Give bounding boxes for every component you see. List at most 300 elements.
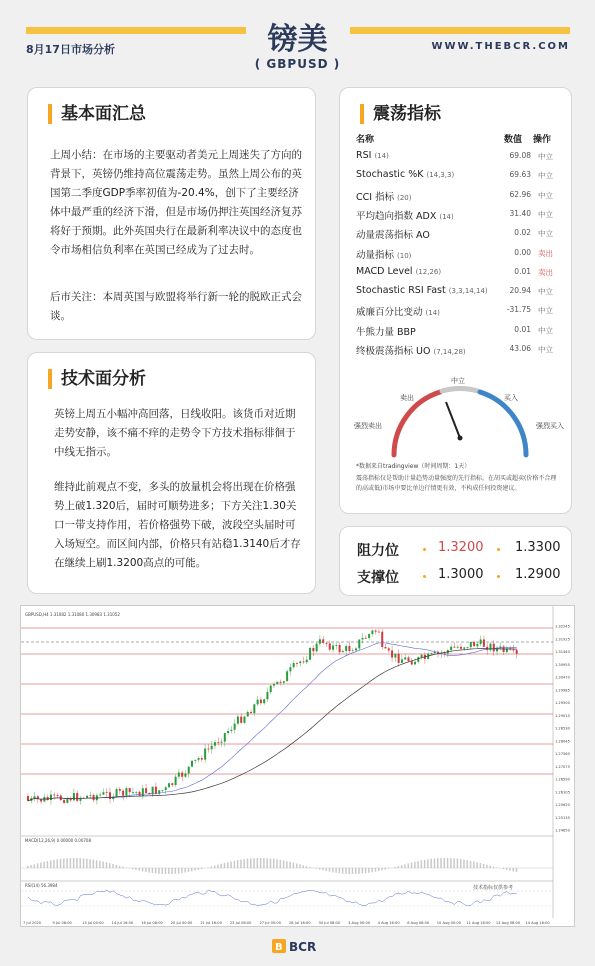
support-label: 支撑位 (357, 570, 399, 586)
macd-bar (385, 868, 387, 870)
candle-body (93, 795, 95, 800)
candle-body (221, 742, 223, 743)
candle-body (457, 647, 459, 648)
candle-body (473, 642, 475, 646)
time-tick-label: 14 Aug 16:00 (525, 921, 550, 925)
indicator-row (356, 150, 556, 168)
indicator-name: Stochastic RSI Fast (3,3,14,14) (356, 285, 488, 297)
price-tick-label: 1.24650 (555, 828, 570, 833)
candle-body (253, 704, 255, 713)
rsi-pane (21, 890, 553, 906)
macd-bar (237, 860, 239, 868)
macd-bar (234, 861, 236, 868)
indicator-name: 牛熊力量 BBP (356, 326, 416, 338)
candle-body (339, 645, 341, 652)
resistance-level-1: 1.3200 (438, 540, 484, 555)
macd-bar (106, 862, 108, 868)
macd-bar (112, 864, 114, 868)
macd-bar (489, 866, 491, 868)
time-tick-label: 14 Jul 16:00 (111, 921, 134, 925)
indicator-value: 0.01 (514, 266, 531, 276)
candle-body (116, 789, 118, 796)
macd-bar (57, 859, 59, 868)
gauge-label-buy: 买入 (504, 394, 518, 402)
indicator-value: 69.63 (509, 170, 531, 180)
candle-body (293, 663, 295, 667)
candle-body (158, 790, 160, 794)
candle-body (63, 800, 65, 803)
time-tick-label: 4 Aug 16:00 (377, 921, 400, 925)
macd-bar (306, 866, 308, 868)
candle-body (47, 797, 49, 800)
macd-bar (224, 863, 226, 868)
candle-body (276, 682, 278, 684)
macd-bar (348, 868, 350, 874)
candle-body (266, 692, 268, 699)
macd-bar (467, 860, 469, 868)
candle-body (119, 789, 121, 791)
macd-bar (263, 858, 265, 868)
indicator-params: (20) (397, 193, 412, 202)
macd-bar (165, 868, 167, 874)
price-chart[interactable] (20, 605, 575, 927)
candle-body (470, 642, 472, 647)
candle-body (234, 724, 236, 730)
macd-bar (76, 858, 78, 868)
macd-bar (102, 862, 104, 868)
candle-body (237, 717, 239, 724)
fundamentals-card (27, 87, 316, 340)
indicator-row (356, 304, 556, 322)
macd-bar (509, 868, 511, 871)
macd-bar (339, 868, 341, 873)
candle-body (86, 796, 88, 798)
macd-bar (27, 866, 29, 868)
candle-body (201, 758, 203, 760)
macd-bar (476, 862, 478, 868)
macd-bar (450, 858, 452, 868)
indicator-action: 中立 (538, 325, 553, 335)
indicator-params: (7,14,28) (433, 348, 466, 356)
indicator-action: 中立 (538, 306, 553, 316)
macd-bar (214, 866, 216, 868)
macd-bar (270, 859, 272, 868)
indicator-action: 卖出 (538, 267, 553, 277)
technical-card (27, 352, 316, 594)
indicator-name: 平均趋向指数 ADX (14) (356, 210, 454, 222)
macd-bar (99, 861, 101, 868)
resistance-level-2: 1.3300 (515, 540, 561, 555)
candle-body (99, 795, 101, 796)
price-tick-label: 1.26590 (555, 777, 570, 782)
website-link[interactable]: WWW.THEBCR.COM (431, 41, 570, 52)
indicator-row (356, 189, 556, 207)
time-tick-label: 23 Jul 08:00 (229, 921, 252, 925)
candle-body (388, 648, 390, 650)
svg-text:B: B (275, 942, 283, 953)
macd-bar (453, 858, 455, 868)
macd-bar (434, 859, 436, 868)
macd-bar (460, 859, 462, 868)
price-tick-label: 1.30955 (555, 662, 570, 667)
macd-bar (37, 863, 39, 868)
candle-body (375, 631, 377, 632)
candle-body (168, 783, 170, 787)
macd-bar (188, 868, 190, 872)
candle-body (184, 773, 186, 776)
candle-body (145, 788, 147, 793)
macd-bar (247, 859, 249, 868)
time-tick-label: 21 Jul 16:00 (200, 921, 222, 925)
macd-bar (335, 868, 337, 873)
gauge-disclaimer: 震荡指标仅是帮助计量趋势动量强度的先行指标。在胡买或超卖(价格不合理的高或低)市场中要比单边行情更有效，不构成任何投资建议。 (356, 475, 557, 492)
candle-body (299, 661, 301, 663)
candle-body (214, 742, 216, 746)
time-tick-label: 9 Jul 08:00 (52, 921, 72, 925)
macd-bar (184, 868, 186, 873)
col-value-header: 数值 (504, 135, 523, 145)
candle-body (289, 667, 291, 671)
chart-watermark: 技术指标仅供参考 (473, 885, 514, 891)
macd-bar (368, 868, 370, 873)
candle-body (322, 639, 324, 643)
candle-body (224, 733, 226, 742)
candle-body (207, 749, 209, 750)
macd-bar (243, 859, 245, 868)
indicator-value: 62.96 (509, 189, 531, 199)
macd-bar (109, 863, 111, 868)
candle-body (398, 654, 400, 663)
macd-bar (240, 860, 242, 868)
candle-body (453, 647, 455, 648)
macd-bar (53, 860, 55, 868)
indicator-name: 动量震荡指标 AO (356, 230, 430, 242)
macd-bar (276, 859, 278, 868)
macd-bar (96, 860, 98, 868)
macd-bar (280, 860, 282, 868)
col-action-header: 操作 (533, 135, 552, 145)
macd-bar (447, 858, 449, 868)
time-tick-label: 11 Aug 16:00 (466, 921, 491, 925)
candle-body (129, 788, 131, 792)
indicator-value: 0.02 (514, 228, 531, 238)
macd-bar (70, 858, 72, 868)
indicator-row (356, 324, 556, 342)
indicator-params: (14) (425, 309, 440, 318)
price-tick-label: 1.31925 (555, 637, 570, 642)
price-tick-label: 1.25620 (555, 803, 570, 807)
macd-bar (365, 868, 367, 873)
indicator-value: 31.40 (509, 208, 531, 218)
macd-bar (175, 868, 177, 874)
candle-body (106, 792, 108, 793)
candle-body (414, 662, 416, 665)
fundamentals-summary: 上周小结：在市场的主要驱动者美元上周迷失了方向的背景下，英镑仍维持高位震荡走势。虽然上周公布的英国第二季度GDP季率初值为-20.4%，创下了主要经济体中最严重的经济下滑，但是市场仍押注英国经济复苏将好于预期。此外英国央行在最新利率决议中的态度也令市场相信负利率在英国已经成为了过去时。 (50, 149, 302, 256)
macd-bar (342, 868, 344, 874)
gauge-arc-neutral (442, 388, 478, 391)
price-tick-label: 1.32245 (555, 624, 570, 629)
macd-bar (296, 864, 298, 868)
time-tick-label: 28 Jul 16:00 (289, 921, 311, 925)
macd-bar (93, 860, 95, 868)
gauge-label-strong-buy: 强烈买入 (536, 422, 564, 430)
sentiment-gauge (350, 370, 570, 460)
indicator-params: (14,3,3) (426, 171, 455, 180)
candle-body (40, 799, 42, 801)
macd-bar (266, 858, 268, 868)
indicator-value: 0.01 (514, 324, 531, 334)
macd-bar (401, 865, 403, 868)
page-subtitle: ( GBPUSD ) (254, 57, 341, 71)
macd-bar (493, 867, 495, 868)
candle-body (76, 793, 78, 801)
indicator-action: 中立 (538, 229, 553, 239)
candle-body (476, 644, 478, 646)
time-tick-label: 27 Jul 00:00 (259, 921, 282, 925)
macd-bar (145, 868, 147, 872)
macd-bar (161, 868, 163, 874)
price-tick-label: 1.31440 (555, 650, 570, 654)
candle-body (325, 643, 327, 644)
price-tick-label: 1.27560 (555, 752, 570, 756)
macd-bar (329, 868, 331, 872)
candle-body (198, 758, 200, 760)
candle-body (57, 795, 59, 796)
candle-body (270, 686, 272, 692)
macd-bar (181, 868, 183, 873)
indicator-row (356, 247, 556, 265)
bcr-logo (272, 938, 326, 956)
candle-body (102, 792, 104, 794)
time-tick-label: 13 Aug 08:00 (495, 921, 521, 925)
candle-body (404, 657, 406, 659)
macd-bar (257, 858, 259, 868)
macd-bar (355, 868, 357, 874)
candle-body (161, 790, 163, 791)
price-tick-label: 1.29985 (555, 688, 570, 693)
technical-title: 技术面分析 (48, 369, 146, 389)
macd-bar (286, 861, 288, 868)
macd-bar (424, 860, 426, 868)
candle-body (263, 699, 265, 703)
candle-body (155, 787, 157, 794)
candle-body (385, 647, 387, 648)
candle-body (365, 638, 367, 639)
candle-body (480, 639, 482, 644)
candle-body (309, 648, 311, 660)
price-tick-label: 1.29500 (555, 701, 570, 705)
indicator-action: 中立 (538, 345, 553, 354)
price-axis (555, 625, 571, 833)
candle-body (204, 749, 206, 760)
candle-body (257, 700, 259, 705)
macd-bar (73, 858, 75, 868)
macd-bar (293, 863, 295, 868)
price-tick-label: 1.25135 (555, 815, 570, 820)
candle-body (450, 647, 452, 650)
page-title: 镑美 (267, 22, 328, 57)
macd-bar (253, 858, 255, 868)
candle-body (516, 650, 518, 654)
macd-bar (227, 862, 229, 868)
time-tick-label: 6 Aug 08:00 (407, 921, 430, 925)
macd-bar (50, 860, 52, 868)
macd-bar (89, 859, 91, 868)
macd-bar (260, 858, 262, 868)
candle-body (217, 742, 219, 743)
candle-body (34, 796, 36, 798)
candle-body (283, 681, 285, 683)
candle-body (191, 761, 193, 767)
candle-body (512, 650, 514, 651)
time-tick-label: 20 Jul 00:00 (170, 921, 193, 925)
macd-bar (116, 865, 118, 868)
candle-body (460, 647, 462, 649)
macd-bar (119, 866, 121, 868)
candle-body (306, 660, 308, 663)
macd-bar (79, 858, 81, 868)
candle-body (227, 731, 229, 733)
candle-body (250, 712, 252, 713)
macd-bar (148, 868, 150, 873)
candle-body (211, 746, 213, 750)
gauge-label-strong-sell: 强烈卖出 (354, 422, 382, 430)
candle-body (178, 773, 180, 777)
indicator-value: -31.75 (506, 305, 531, 315)
candle-body (175, 777, 177, 785)
macd-bar (273, 859, 275, 868)
macd-bar (362, 868, 364, 874)
macd-bar (421, 860, 423, 868)
candle-body (181, 773, 183, 777)
macd-bar (375, 868, 377, 872)
candle-body (368, 634, 370, 638)
macd-bar (440, 858, 442, 868)
support-dot-1 (423, 575, 426, 578)
indicator-params: (14) (374, 152, 389, 160)
price-tick-label: 1.26105 (555, 790, 570, 795)
candle-body (50, 795, 52, 800)
macd-bar (158, 868, 160, 874)
candle-body (89, 795, 91, 796)
price-tick-label: 1.30470 (555, 675, 570, 680)
price-tick-label: 1.27075 (555, 764, 570, 769)
candle-body (335, 645, 337, 646)
candle-body (303, 661, 305, 662)
macd-bar (325, 868, 327, 871)
candle-body (142, 788, 144, 796)
candle-body (355, 648, 357, 650)
candle-body (417, 657, 419, 662)
macd-bar (30, 865, 32, 868)
gauge-needle-tip (458, 436, 463, 441)
indicator-name: CCI 指标 (20) (356, 191, 412, 203)
candle-body (171, 783, 173, 785)
macd-bar (250, 858, 252, 868)
macd-bar (427, 859, 429, 868)
macd-bar (47, 861, 49, 868)
macd-bar (319, 868, 321, 870)
indicator-action: 中立 (538, 209, 553, 219)
macd-bar (34, 864, 36, 868)
macd-bar (506, 868, 508, 870)
candle-body (125, 788, 127, 796)
candle-body (243, 717, 245, 723)
gauge-source-note: *数据来自tradingview（时间周期：1天） (356, 463, 471, 470)
indicator-row (356, 266, 556, 284)
indicator-name: Stochastic %K (14,3,3) (356, 169, 455, 181)
time-tick-label: 30 Jul 08:00 (318, 921, 341, 925)
candle-body (188, 767, 190, 774)
logo-text: BCR (289, 940, 317, 954)
macd-bar (483, 864, 485, 868)
macd-bar (352, 868, 354, 874)
candle-body (109, 792, 111, 799)
macd-bar (63, 858, 65, 868)
macd-bar (407, 863, 409, 868)
gauge-label-neutral: 中立 (451, 377, 465, 385)
macd-bar (457, 859, 459, 868)
indicator-value: 20.94 (509, 286, 531, 296)
candle-body (463, 647, 465, 648)
indicator-action: 卖出 (538, 248, 553, 258)
macd-bar (378, 868, 380, 871)
macd-bar (221, 864, 223, 868)
oscillators-title: 震荡指标 (360, 104, 441, 124)
indicator-row (356, 285, 556, 303)
resistance-dot-1 (423, 548, 426, 551)
macd-bar (191, 868, 193, 871)
macd-bar (516, 868, 518, 872)
indicator-action: 中立 (538, 171, 553, 181)
macd-bar (463, 860, 465, 868)
macd-bar (168, 868, 170, 874)
candle-body (332, 646, 334, 650)
macd-bar (122, 867, 124, 868)
candle-body (194, 760, 196, 761)
macd-bar (40, 863, 42, 868)
macd-bar (299, 864, 301, 868)
ma-fast-line (28, 643, 517, 801)
macd-bar (152, 868, 154, 873)
macd-bar (512, 868, 514, 871)
macd-bar (444, 858, 446, 868)
candle-body (407, 657, 409, 661)
candle-body (296, 663, 298, 664)
candle-body (240, 717, 242, 723)
candles-pane (21, 606, 553, 918)
candle-body (411, 661, 413, 664)
candle-body (352, 650, 354, 651)
indicator-name: MACD Level (12,26) (356, 265, 442, 277)
candle-body (391, 651, 393, 658)
support-level-1: 1.3000 (438, 567, 484, 582)
price-chart-canvas (21, 606, 574, 926)
gauge-label-sell: 卖出 (400, 394, 414, 402)
indicator-params: (14) (439, 212, 454, 221)
macd-bar (194, 868, 196, 871)
macd-bar (345, 868, 347, 874)
candle-body (401, 659, 403, 662)
fundamentals-outlook: 后市关注：本周英国与欧盟将举行新一轮的脱欧正式会谈。 (50, 291, 302, 322)
candle-body (122, 791, 124, 796)
time-tick-label: 16 Jul 08:00 (141, 921, 163, 925)
gauge-arc-buy (480, 392, 526, 455)
macd-bar (86, 859, 88, 868)
report-date: 8月17日市场分析 (26, 43, 115, 56)
indicator-action: 中立 (538, 287, 553, 297)
macd-bar (60, 859, 62, 868)
